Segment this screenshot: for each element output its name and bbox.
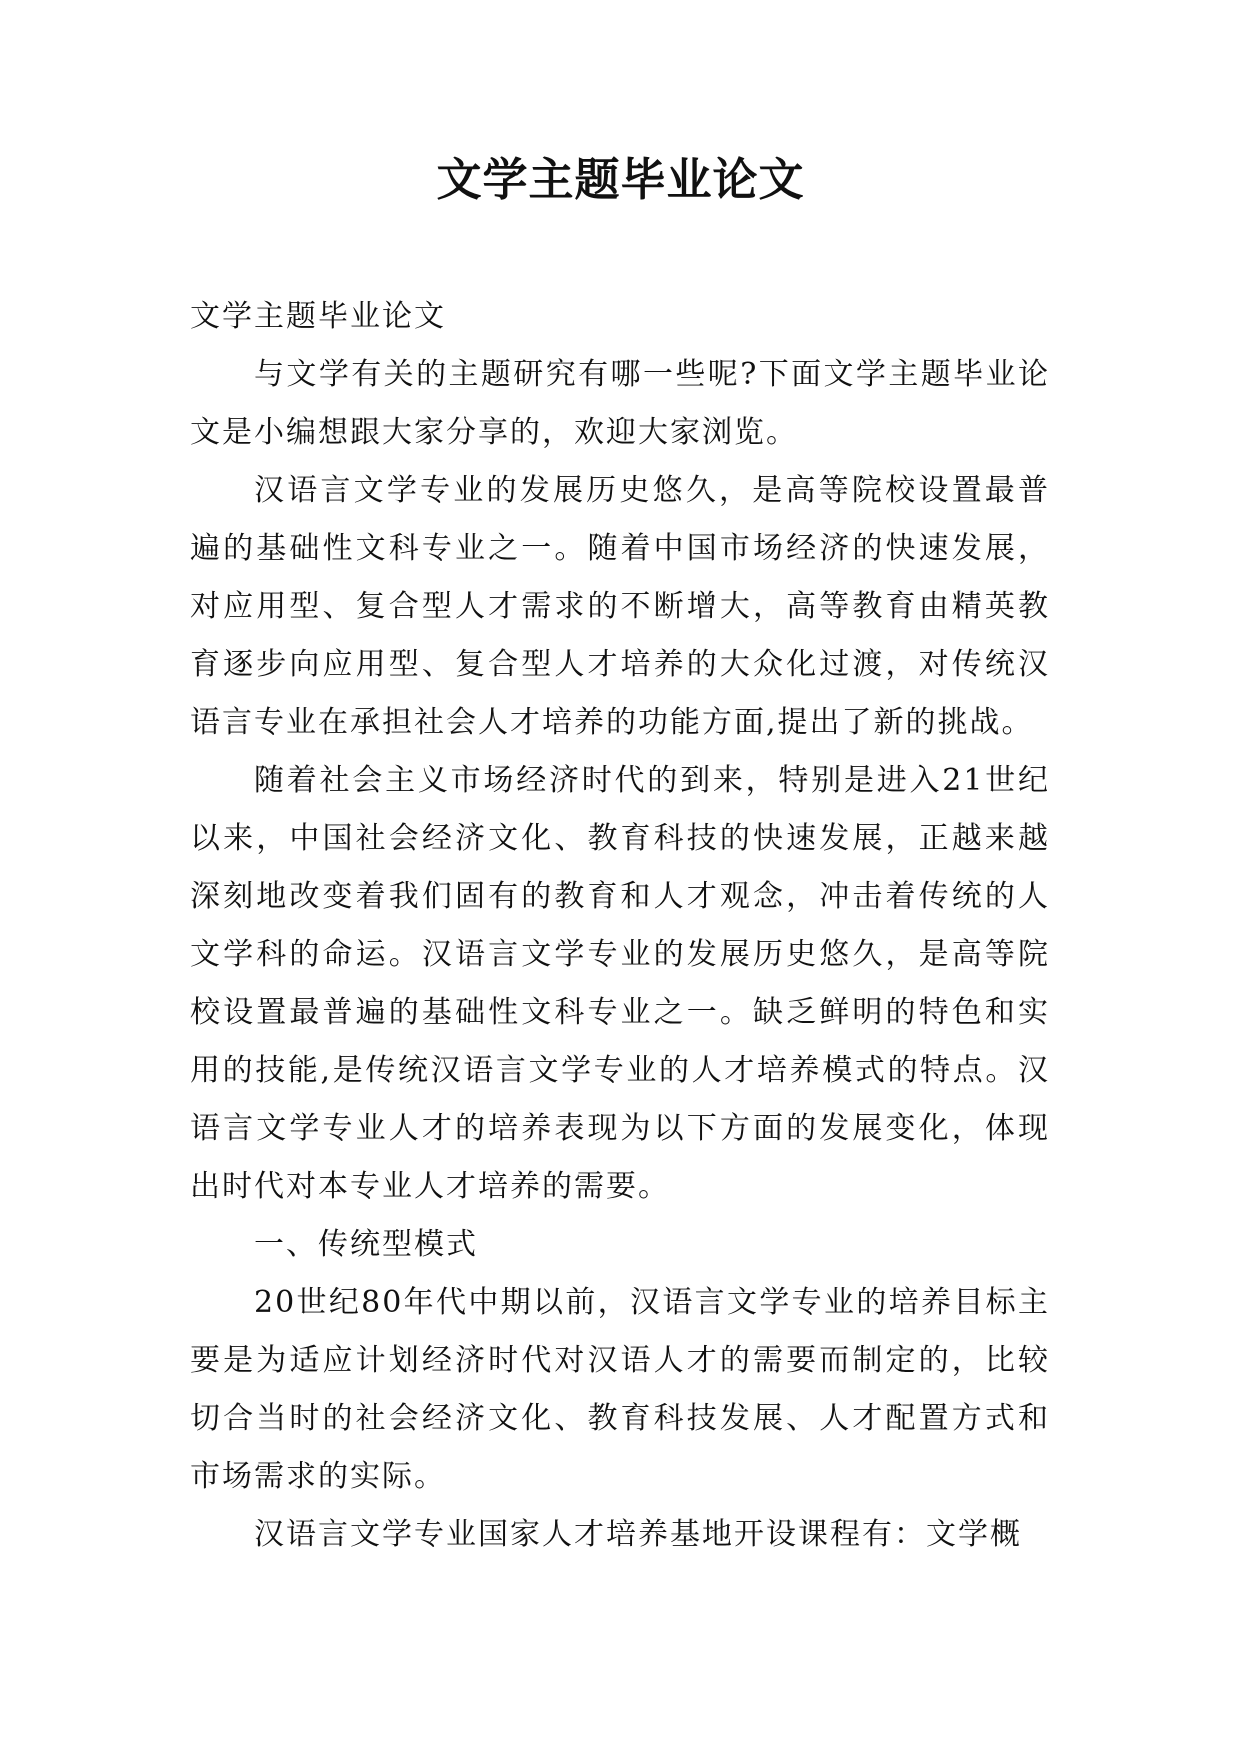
section-heading-traditional-model: 一、传统型模式 (254, 1227, 478, 1262)
document-body (190, 288, 1050, 1564)
paragraph-1980s: 20世纪80年代中期以前，汉语言文学专业的培养目标主要是为适应计划经济时代对汉语人才的需要而制定的，比较切合当时的社会经济文化、教育科技发展、人才配置方式和市场需求的实际。 (190, 1285, 1050, 1494)
paragraph-history: 汉语言文学专业的发展历史悠久，是高等院校设置最普遍的基础性文科专业之一。随着中国市场经济的快速发展，对应用型、复合型人才需求的不断增大，高等教育由精英教育逐步向应用型、复合型人才培养的大众化过渡，对传统汉语言专业在承担社会人才培养的功能方面,提出了新的挑战。 (190, 473, 1050, 740)
document-subtitle: 文学主题毕业论文 (190, 299, 446, 334)
paragraph-courses: 汉语言文学专业国家人才培养基地开设课程有：文学概 (254, 1517, 1022, 1552)
paragraph-market-era: 随着社会主义市场经济时代的到来，特别是进入21世纪以来，中国社会经济文化、教育科技的快速发展，正越来越深刻地改变着我们固有的教育和人才观念，冲击着传统的人文学科的命运。汉语言文学专业的发展历史悠久，是高等院校设置最普遍的基础性文科专业之一。缺乏鲜明的特色和实用的技能,是传统汉语言文学专业的人才培养模式的特点。汉语言文学专业人才的培养表现为以下方面的发展变化，体现出时代对本专业人才培养的需要。 (190, 763, 1050, 1204)
paragraph-intro: 与文学有关的主题研究有哪一些呢?下面文学主题毕业论文是小编想跟大家分享的，欢迎大家浏览。 (190, 357, 1050, 450)
document-title: 文学主题毕业论文 (436, 153, 805, 206)
